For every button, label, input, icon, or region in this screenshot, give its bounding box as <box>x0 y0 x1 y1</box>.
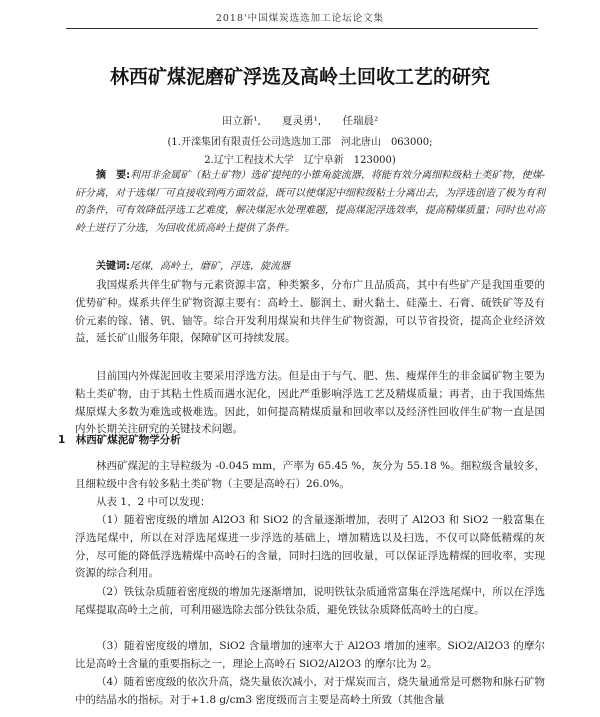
body-paragraph: 从表 1、2 中可以发现： <box>96 496 211 508</box>
body-paragraph: （1）随着密度级的增加 Al2O3 和 SiO2 的含量逐渐增加，表明了 Al2O3 和 SiO2 一般富集在浮选尾煤中，所以在对浮选尾煤进一步浮选的基础上，增加精选以及扫选，不仅可以降低精煤的灰分，尽可能的降低浮选精煤中高岭石的含量，同时扫选的回收量，可以保证浮选精煤的回收率，实现资源的综合利用。 <box>75 514 545 580</box>
header-rule <box>66 28 538 29</box>
body-paragraph: 目前国内外煤泥回收主要采用浮选方法。但是由于与气、肥、焦、瘦煤伴生的非金属矿物主要为粘土类矿物，由于其粘土性质而遇水泥化，因此严重影响浮选工艺及精煤质量；再者，由于我国炼焦煤原煤大多数为难选或极难选。因此，如何提高精煤质量和回收率以及经济性回收伴生矿物一直是国内外长期关注研究的关键技术问题。 <box>75 370 545 436</box>
body-paragraph: 林西矿煤泥的主导粒级为 -0.045 mm，产率为 65.45 %，灰分为 55.18 %。细粒级含量较多，且细粒级中含有较多粘土类矿物（主要是高岭石）26.0%。 <box>75 460 545 490</box>
section-heading: 1 林西矿煤泥矿物学分析 <box>58 434 181 446</box>
abstract-text: 利用非金属矿（粘土矿物）选矿提纯的小锥角旋流器，将能有效分离细粒级粘土类矿物，使煤-矸分离，对于选煤厂可直接收到两方面效益，既可以使煤泥中细粒级粘土分离出去，为浮选创造了极为有利的条件，可有效降低浮选工艺难度，解决煤泥水处理难题，提高煤泥浮选效率，提高精煤质量；同时也对高岭土进行了分选，为回收优质高岭土提供了条件。 <box>75 170 545 234</box>
abstract <box>75 167 545 237</box>
keywords <box>75 258 545 276</box>
affiliation-2: 2.辽宁工程技术大学 辽宁阜新 123000) <box>204 155 396 166</box>
author-list: 田立新¹, 夏灵勇¹, 任瑞晨² <box>221 115 379 127</box>
affiliation-1: (1.开滦集团有限责任公司选选加工部 河北唐山 063000; <box>167 137 433 148</box>
body-paragraph: 我国煤系共伴生矿物与元素资源丰富，种类繁多，分布广且品质高，其中有些矿产是我国重要的优势矿种。煤系共伴生矿物资源主要有：高岭土、膨润土、耐火黏土、硅藻土、石膏、硫铁矿等及有价元素的镓、锗、钒、铀等。综合开发利用煤炭和共伴生矿物资源，可以节省投资，提高企业经济效益，延长矿山服务年限，保障矿区可持续发展。 <box>75 279 545 345</box>
body-paragraph: （4）随着密度级的依次升高，烧失量依次减小，对于煤炭而言，烧失量通常是可燃物和脉石矿物中的结晶水的指标。对于+1.8 g/cm3 密度级而言主要是高岭土所致（其他含量 <box>75 676 545 706</box>
abstract-label: 摘 要: <box>96 170 131 181</box>
paper-title: 林西矿煤泥磨矿浮选及高岭土回收工艺的研究 <box>109 66 490 88</box>
keywords-text: 尾煤，高岭土，磨矿，浮选，旋流器 <box>130 261 290 272</box>
keywords-label: 关键词: <box>96 261 130 272</box>
body-paragraph: （2）铁钛杂质随着密度级的增加先逐渐增加，说明铁钛杂质通常富集在浮选尾煤中，所以在浮选尾煤提取高岭土之前，可利用磁选除去部分铁钛杂质，避免铁钛杂质降低高岭土的白度。 <box>75 586 545 616</box>
body-paragraph: （3）随着密度级的增加，SiO2 含量增加的速率大于 Al2O3 增加的速率。SiO2/Al2O3 的摩尔比是高岭土含量的重要指标之一，理论上高岭石 SiO2/Al2O3 的摩尔比为 2。 <box>75 640 545 670</box>
running-header: 2018'中国煤炭选选加工论坛论文集 <box>215 13 385 24</box>
